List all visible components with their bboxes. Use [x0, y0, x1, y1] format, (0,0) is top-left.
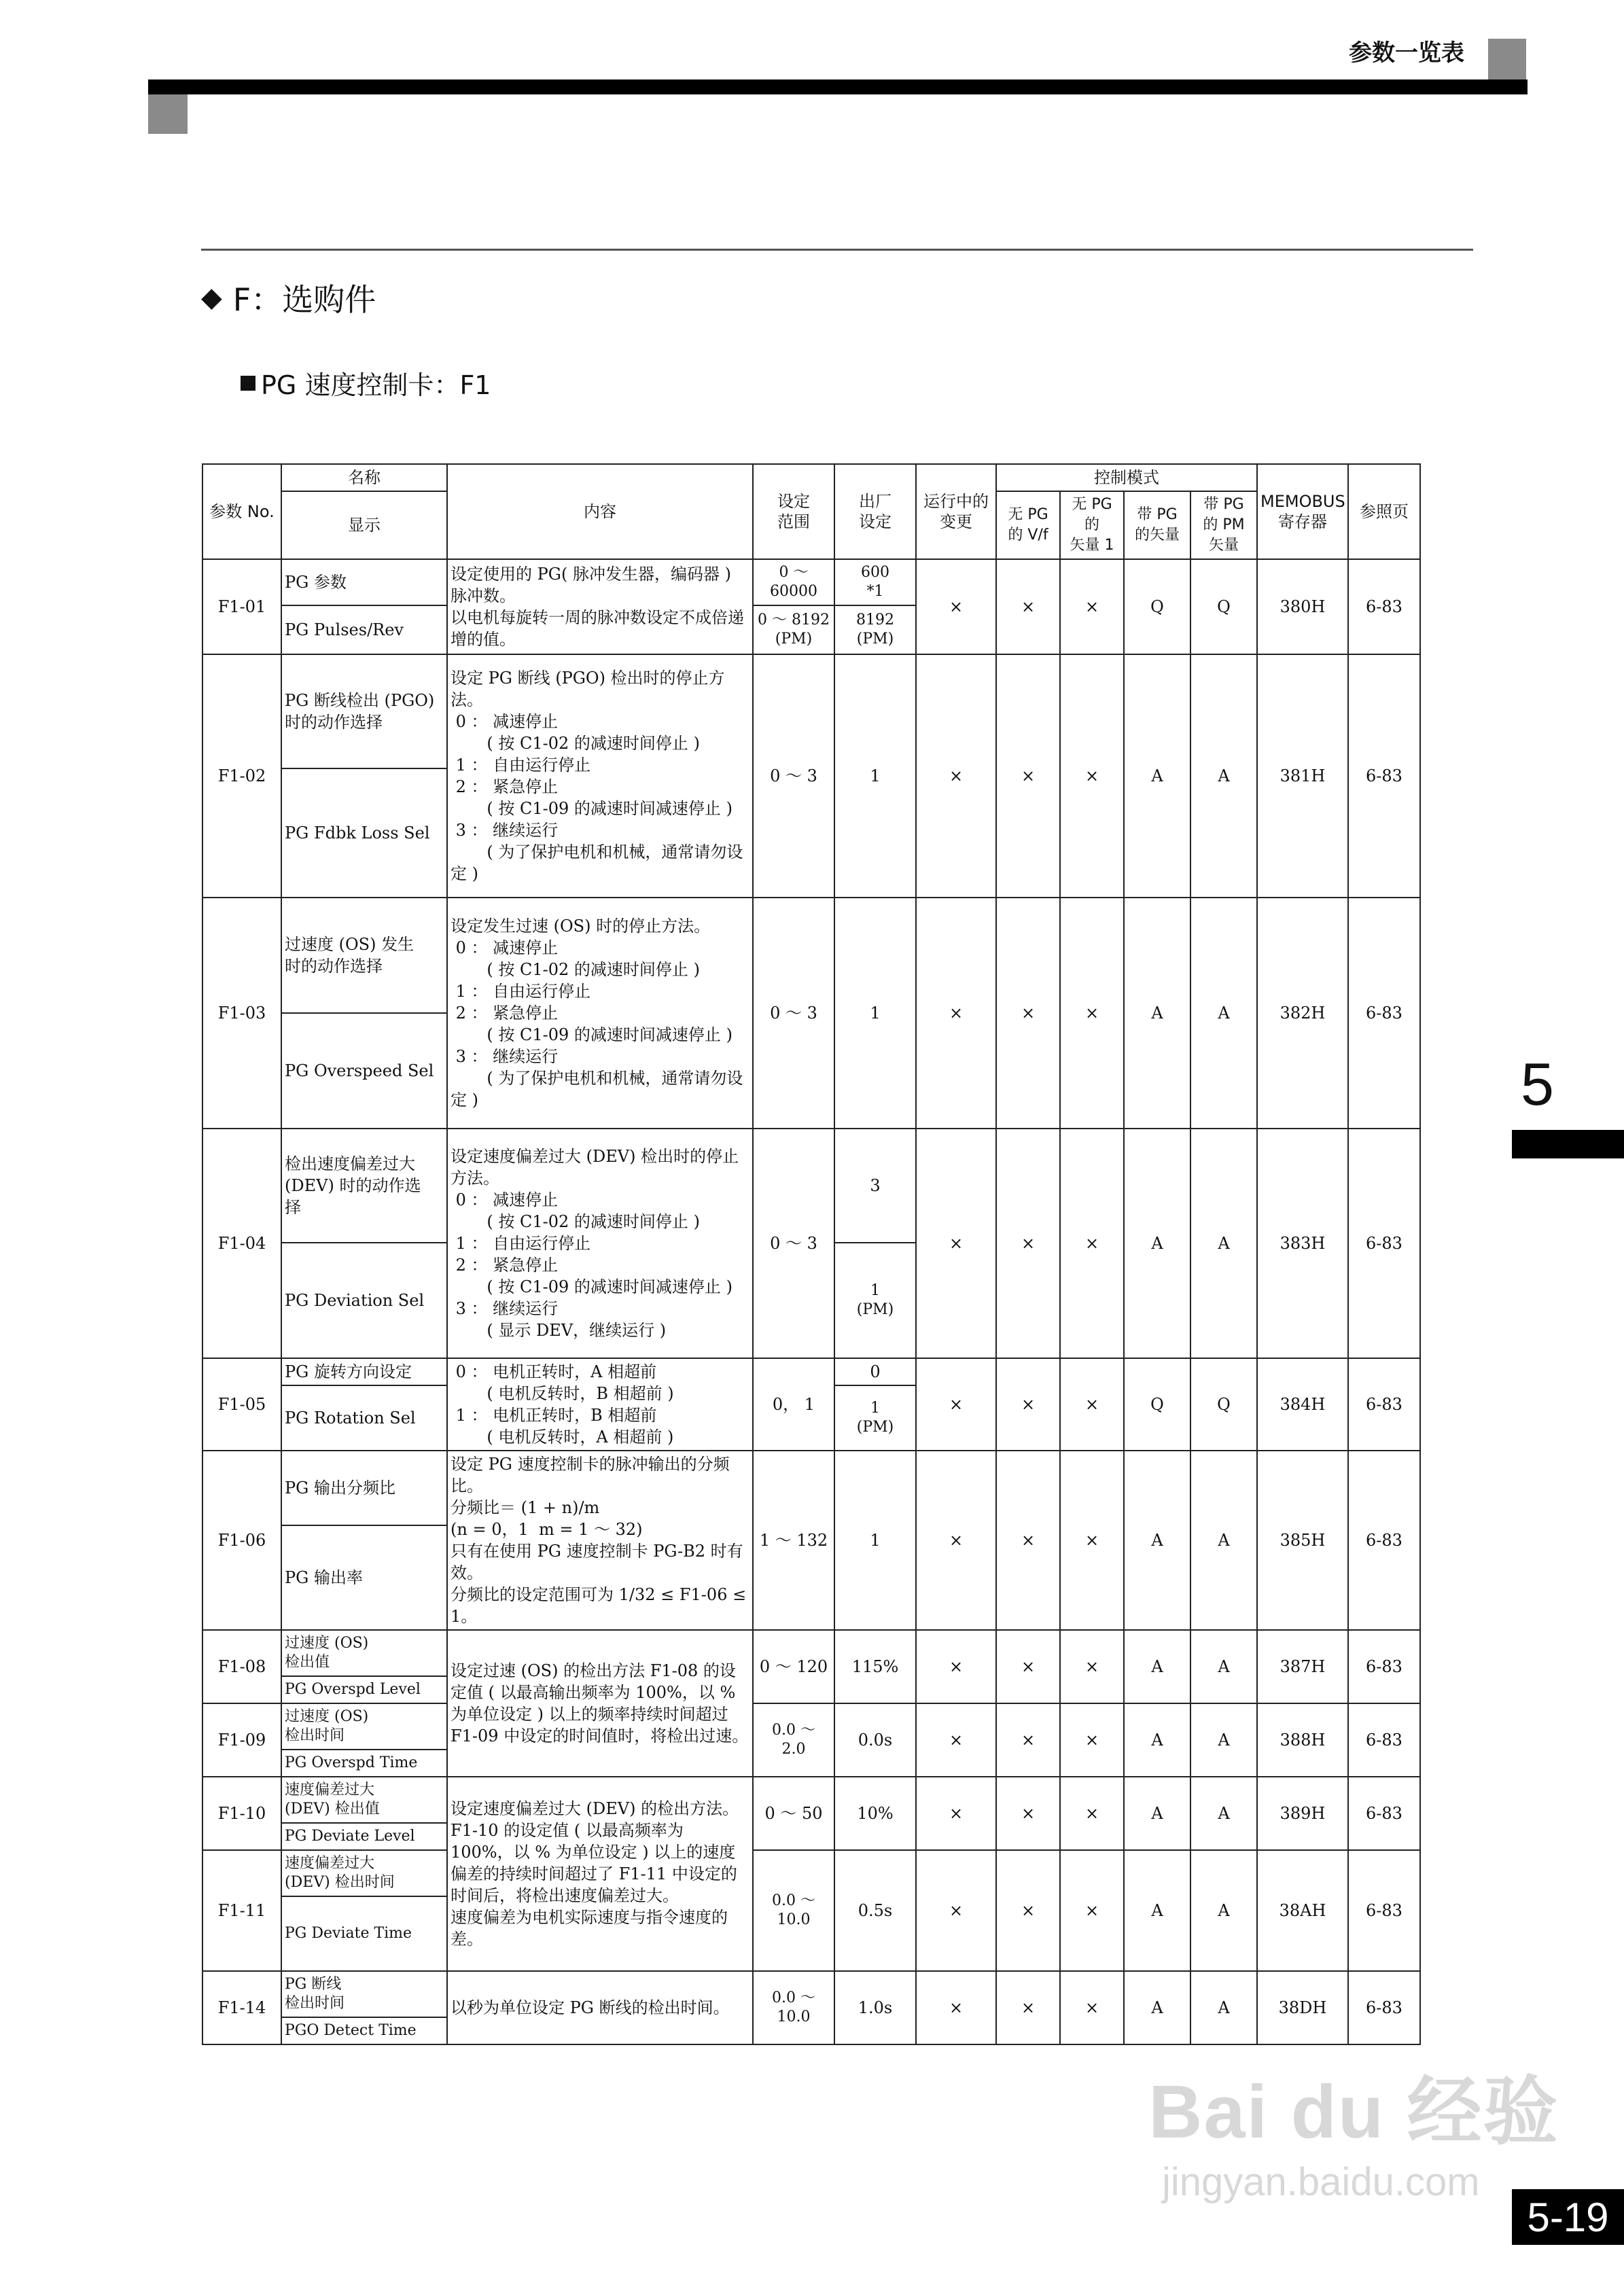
param-mode1: ×: [996, 1971, 1060, 2044]
param-mode1: ×: [996, 1703, 1060, 1777]
param-mode4: A: [1190, 898, 1257, 1129]
param-content: 设定速度偏差过大 (DEV) 的检出方法。 F1-10 的设定值 ( 以最高频率为 100%，以 % 为单位设定 ) 以上的速度偏差的持续时间超过了 F1-11 中设定的时间后，将检出速度偏差过大。 速度偏差为电机实际速度与指令速度的差。: [447, 1777, 753, 1971]
param-no: F1-10: [202, 1777, 281, 1850]
param-display: PG Deviate Level: [281, 1823, 447, 1850]
param-ref-page: 6-83: [1348, 1971, 1420, 2044]
param-ref-page: 6-83: [1348, 1850, 1420, 1971]
param-display: PG 输出率: [281, 1525, 447, 1630]
param-ref-page: 6-83: [1348, 898, 1420, 1129]
param-register: 380H: [1257, 559, 1348, 654]
param-display: PG Deviate Time: [281, 1896, 447, 1971]
table-row: [202, 1703, 1420, 1750]
header-control-mode: 控制模式: [996, 464, 1257, 491]
table-row: [202, 1129, 1420, 1243]
param-content: 设定过速 (OS) 的检出方法 F1-08 的设定值 ( 以最高输出频率为 100%，以 % 为单位设定 ) 以上的频率持续时间超过 F1-09 中设定的时间值时，将检出过速。: [447, 1630, 753, 1777]
param-range: 0 ～ 3: [753, 1129, 834, 1358]
param-mode4: A: [1190, 1129, 1257, 1358]
watermark: [1148, 2052, 1559, 2205]
param-content: 以秒为单位设定 PG 断线的检出时间。: [447, 1971, 753, 2044]
param-default: 1: [834, 1451, 916, 1630]
header-mode1: 无 PG 的 V/f: [996, 491, 1060, 559]
param-run-change: ×: [916, 1129, 996, 1358]
param-range: 0 ～ 3: [753, 898, 834, 1129]
param-mode3: A: [1124, 1850, 1190, 1971]
param-run-change: ×: [916, 1850, 996, 1971]
chapter-tab-number: 5: [1521, 1050, 1554, 1118]
param-mode2: ×: [1060, 1971, 1124, 2044]
param-no: F1-01: [202, 559, 281, 654]
param-range: 0 ～ 3: [753, 654, 834, 898]
table-row: [202, 1630, 1420, 1676]
param-default-pm: 1 (PM): [834, 1243, 916, 1358]
param-range: 1 ～ 132: [753, 1451, 834, 1630]
param-run-change: ×: [916, 1358, 996, 1451]
param-ref-page: 6-83: [1348, 1703, 1420, 1777]
header-memobus: MEMOBUS 寄存器: [1257, 464, 1348, 559]
table-row: [202, 559, 1420, 605]
param-mode1: ×: [996, 559, 1060, 654]
param-run-change: ×: [916, 1777, 996, 1850]
header-content: 内容: [447, 464, 753, 559]
header-run-change: 运行中的 变更: [916, 464, 996, 559]
chapter-tab-bar: [1512, 1130, 1624, 1158]
header-mode4: 带 PG 的 PM 矢量: [1190, 491, 1257, 559]
param-ref-page: 6-83: [1348, 1358, 1420, 1451]
param-register: 387H: [1257, 1630, 1348, 1703]
param-mode1: ×: [996, 1777, 1060, 1850]
param-register: 38DH: [1257, 1971, 1348, 2044]
param-mode2: ×: [1060, 1630, 1124, 1703]
header-gray-block-left: [148, 94, 188, 134]
param-run-change: ×: [916, 1703, 996, 1777]
param-no: F1-05: [202, 1358, 281, 1451]
sub-title-text: PG 速度控制卡：F1: [261, 370, 491, 400]
param-default-pm: 1 (PM): [834, 1385, 916, 1451]
param-default: 0.5s: [834, 1850, 916, 1971]
param-range: 0.0 ～ 2.0: [753, 1703, 834, 1777]
param-mode3: Q: [1124, 559, 1190, 654]
param-name: 过速度 (OS) 发生 时的动作选择: [281, 898, 447, 1013]
param-mode4: A: [1190, 1451, 1257, 1630]
param-mode2: ×: [1060, 654, 1124, 898]
param-mode2: ×: [1060, 1850, 1124, 1971]
param-mode3: A: [1124, 1777, 1190, 1850]
param-default: 1: [834, 898, 916, 1129]
param-register: 381H: [1257, 654, 1348, 898]
header-display: 显示: [281, 491, 447, 559]
param-no: F1-08: [202, 1630, 281, 1703]
watermark-main: Bai du 经验: [1148, 2070, 1559, 2154]
param-mode2: ×: [1060, 898, 1124, 1129]
param-range: 0.0 ～ 10.0: [753, 1971, 834, 2044]
param-name: 检出速度偏差过大 (DEV) 时的动作选 择: [281, 1129, 447, 1243]
param-mode4: Q: [1190, 1358, 1257, 1451]
section-rule: [201, 249, 1473, 251]
param-name: PG 参数: [281, 559, 447, 605]
param-display: PG Overspd Time: [281, 1750, 447, 1777]
param-display: PG Fdbk Loss Sel: [281, 768, 447, 898]
param-no: F1-09: [202, 1703, 281, 1777]
param-content: 0 ： 电机正转时，A 相超前 ( 电机反转时，B 相超前 ) 1 ： 电机正转时，B 相超前 ( 电机反转时，A 相超前 ): [447, 1358, 753, 1451]
param-mode4: A: [1190, 1630, 1257, 1703]
watermark-sub: jingyan.baidu.com: [1162, 2160, 1480, 2204]
param-range: 0.0 ～ 10.0: [753, 1850, 834, 1971]
param-content: 设定速度偏差过大 (DEV) 检出时的停止方法。 0 ： 减速停止 ( 按 C1-02 的减速时间停止 ) 1 ： 自由运行停止 2 ： 紧急停止 ( 按 C1-09 的减速时间减速停止 ) 3 ： 继续运行 ( 显示 DEV，继续运行 ): [447, 1129, 753, 1358]
param-name: 速度偏差过大 (DEV) 检出时间: [281, 1850, 447, 1896]
param-content: 设定发生过速 (OS) 时的停止方法。 0 ： 减速停止 ( 按 C1-02 的减速时间停止 ) 1 ： 自由运行停止 2 ： 紧急停止 ( 按 C1-09 的减速时间减速停止 ) 3 ： 继续运行 ( 为了保护电机和机械，通常请勿设定 ): [447, 898, 753, 1129]
param-run-change: ×: [916, 1630, 996, 1703]
param-no: F1-03: [202, 898, 281, 1129]
param-default-pm: 8192 (PM): [834, 605, 916, 654]
param-name: 过速度 (OS) 检出值: [281, 1630, 447, 1676]
param-mode1: ×: [996, 1630, 1060, 1703]
param-range: 0， 1: [753, 1358, 834, 1451]
sub-title: [241, 364, 491, 402]
param-mode3: A: [1124, 1451, 1190, 1630]
param-mode2: ×: [1060, 1358, 1124, 1451]
param-mode4: A: [1190, 1850, 1257, 1971]
param-default: 115%: [834, 1630, 916, 1703]
header-bar: [148, 79, 1528, 94]
header-mode2: 无 PG 的 矢量 1: [1060, 491, 1124, 559]
header-title: 参数一览表: [1349, 39, 1464, 67]
param-mode3: A: [1124, 1971, 1190, 2044]
param-range: 0 ～ 60000: [753, 559, 834, 605]
param-mode3: A: [1124, 1129, 1190, 1358]
param-register: 38AH: [1257, 1850, 1348, 1971]
param-mode1: ×: [996, 1358, 1060, 1451]
param-run-change: ×: [916, 1451, 996, 1630]
param-range-pm: 0 ～ 8192 (PM): [753, 605, 834, 654]
param-mode2: ×: [1060, 1703, 1124, 1777]
header-name: 名称: [281, 464, 447, 491]
param-default: 0: [834, 1358, 916, 1385]
table-row: [202, 654, 1420, 768]
param-mode1: ×: [996, 898, 1060, 1129]
param-default: 3: [834, 1129, 916, 1243]
param-default: 1: [834, 654, 916, 898]
param-mode2: ×: [1060, 1451, 1124, 1630]
table-row: [202, 1777, 1420, 1823]
param-default: 0.0s: [834, 1703, 916, 1777]
param-mode4: A: [1190, 1777, 1257, 1850]
param-mode2: ×: [1060, 1129, 1124, 1358]
header-param-no: 参数 No.: [202, 464, 281, 559]
param-mode3: A: [1124, 654, 1190, 898]
diamond-icon: ◆: [201, 282, 222, 313]
param-range: 0 ～ 50: [753, 1777, 834, 1850]
param-register: 385H: [1257, 1451, 1348, 1630]
param-name: PG 输出分频比: [281, 1451, 447, 1525]
param-run-change: ×: [916, 1971, 996, 2044]
table-row: [202, 1358, 1420, 1385]
header-range: 设定 范围: [753, 464, 834, 559]
param-mode4: Q: [1190, 559, 1257, 654]
page-number: 5-19: [1512, 2189, 1624, 2245]
param-ref-page: 6-83: [1348, 1630, 1420, 1703]
table-row: [202, 898, 1420, 1013]
param-no: F1-04: [202, 1129, 281, 1358]
param-display: PG Deviation Sel: [281, 1243, 447, 1358]
param-display: PG Rotation Sel: [281, 1385, 447, 1451]
param-range: 0 ～ 120: [753, 1630, 834, 1703]
header-gray-block-right: [1488, 39, 1526, 79]
param-register: 382H: [1257, 898, 1348, 1129]
parameter-table: [202, 463, 1421, 2045]
param-name: PG 断线检出 (PGO) 时的动作选择: [281, 654, 447, 768]
param-mode1: ×: [996, 1850, 1060, 1971]
table-row: [202, 1971, 1420, 2017]
param-ref-page: 6-83: [1348, 654, 1420, 898]
square-bullet-icon: [241, 376, 255, 391]
param-mode3: A: [1124, 1703, 1190, 1777]
param-content: 设定 PG 断线 (PGO) 检出时的停止方法。 0 ： 减速停止 ( 按 C1-02 的减速时间停止 ) 1 ： 自由运行停止 2 ： 紧急停止 ( 按 C1-09 的减速时间减速停止 ) 3 ： 继续运行 ( 为了保护电机和机械，通常请勿设定 ): [447, 654, 753, 898]
param-mode4: A: [1190, 1971, 1257, 2044]
table-row: [202, 1451, 1420, 1525]
param-mode3: Q: [1124, 1358, 1190, 1451]
param-mode1: ×: [996, 1129, 1060, 1358]
param-run-change: ×: [916, 898, 996, 1129]
param-ref-page: 6-83: [1348, 1777, 1420, 1850]
param-content: 设定 PG 速度控制卡的脉冲输出的分频比。 分频比＝ (1 + n)/m (n = 0，1 m = 1 ～ 32) 只有在使用 PG 速度控制卡 PG-B2 时有效。 分频比的设定范围可为 1/32 ≤ F1-06 ≤ 1。: [447, 1451, 753, 1630]
param-mode4: A: [1190, 1703, 1257, 1777]
param-display: PGO Detect Time: [281, 2017, 447, 2044]
param-register: 388H: [1257, 1703, 1348, 1777]
param-mode4: A: [1190, 654, 1257, 898]
param-mode1: ×: [996, 1451, 1060, 1630]
param-register: 389H: [1257, 1777, 1348, 1850]
section-title-text: F：选购件: [232, 281, 376, 318]
param-ref-page: 6-83: [1348, 559, 1420, 654]
param-name: PG 旋转方向设定: [281, 1358, 447, 1385]
param-default: 600 *1: [834, 559, 916, 605]
param-name: 过速度 (OS) 检出时间: [281, 1703, 447, 1750]
param-mode3: A: [1124, 898, 1190, 1129]
param-no: F1-06: [202, 1451, 281, 1630]
param-mode2: ×: [1060, 1777, 1124, 1850]
param-mode3: A: [1124, 1630, 1190, 1703]
param-no: F1-02: [202, 654, 281, 898]
param-no: F1-11: [202, 1850, 281, 1971]
param-name: PG 断线 检出时间: [281, 1971, 447, 2017]
param-content: 设定使用的 PG( 脉冲发生器，编码器 ) 脉冲数。 以电机每旋转一周的脉冲数设定不成倍递增的值。: [447, 559, 753, 654]
header-ref-page: 参照页: [1348, 464, 1420, 559]
param-mode2: ×: [1060, 559, 1124, 654]
param-ref-page: 6-83: [1348, 1129, 1420, 1358]
header-default: 出厂 设定: [834, 464, 916, 559]
section-title: [201, 275, 376, 320]
param-register: 383H: [1257, 1129, 1348, 1358]
param-no: F1-14: [202, 1971, 281, 2044]
param-mode1: ×: [996, 654, 1060, 898]
param-display: PG Pulses/Rev: [281, 605, 447, 654]
header-mode3: 带 PG 的矢量: [1124, 491, 1190, 559]
param-default: 1.0s: [834, 1971, 916, 2044]
param-display: PG Overspd Level: [281, 1676, 447, 1703]
table-row: [202, 1850, 1420, 1896]
param-display: PG Overspeed Sel: [281, 1013, 447, 1129]
param-ref-page: 6-83: [1348, 1451, 1420, 1630]
param-run-change: ×: [916, 654, 996, 898]
param-register: 384H: [1257, 1358, 1348, 1451]
param-run-change: ×: [916, 559, 996, 654]
param-name: 速度偏差过大 (DEV) 检出值: [281, 1777, 447, 1823]
param-default: 10%: [834, 1777, 916, 1850]
